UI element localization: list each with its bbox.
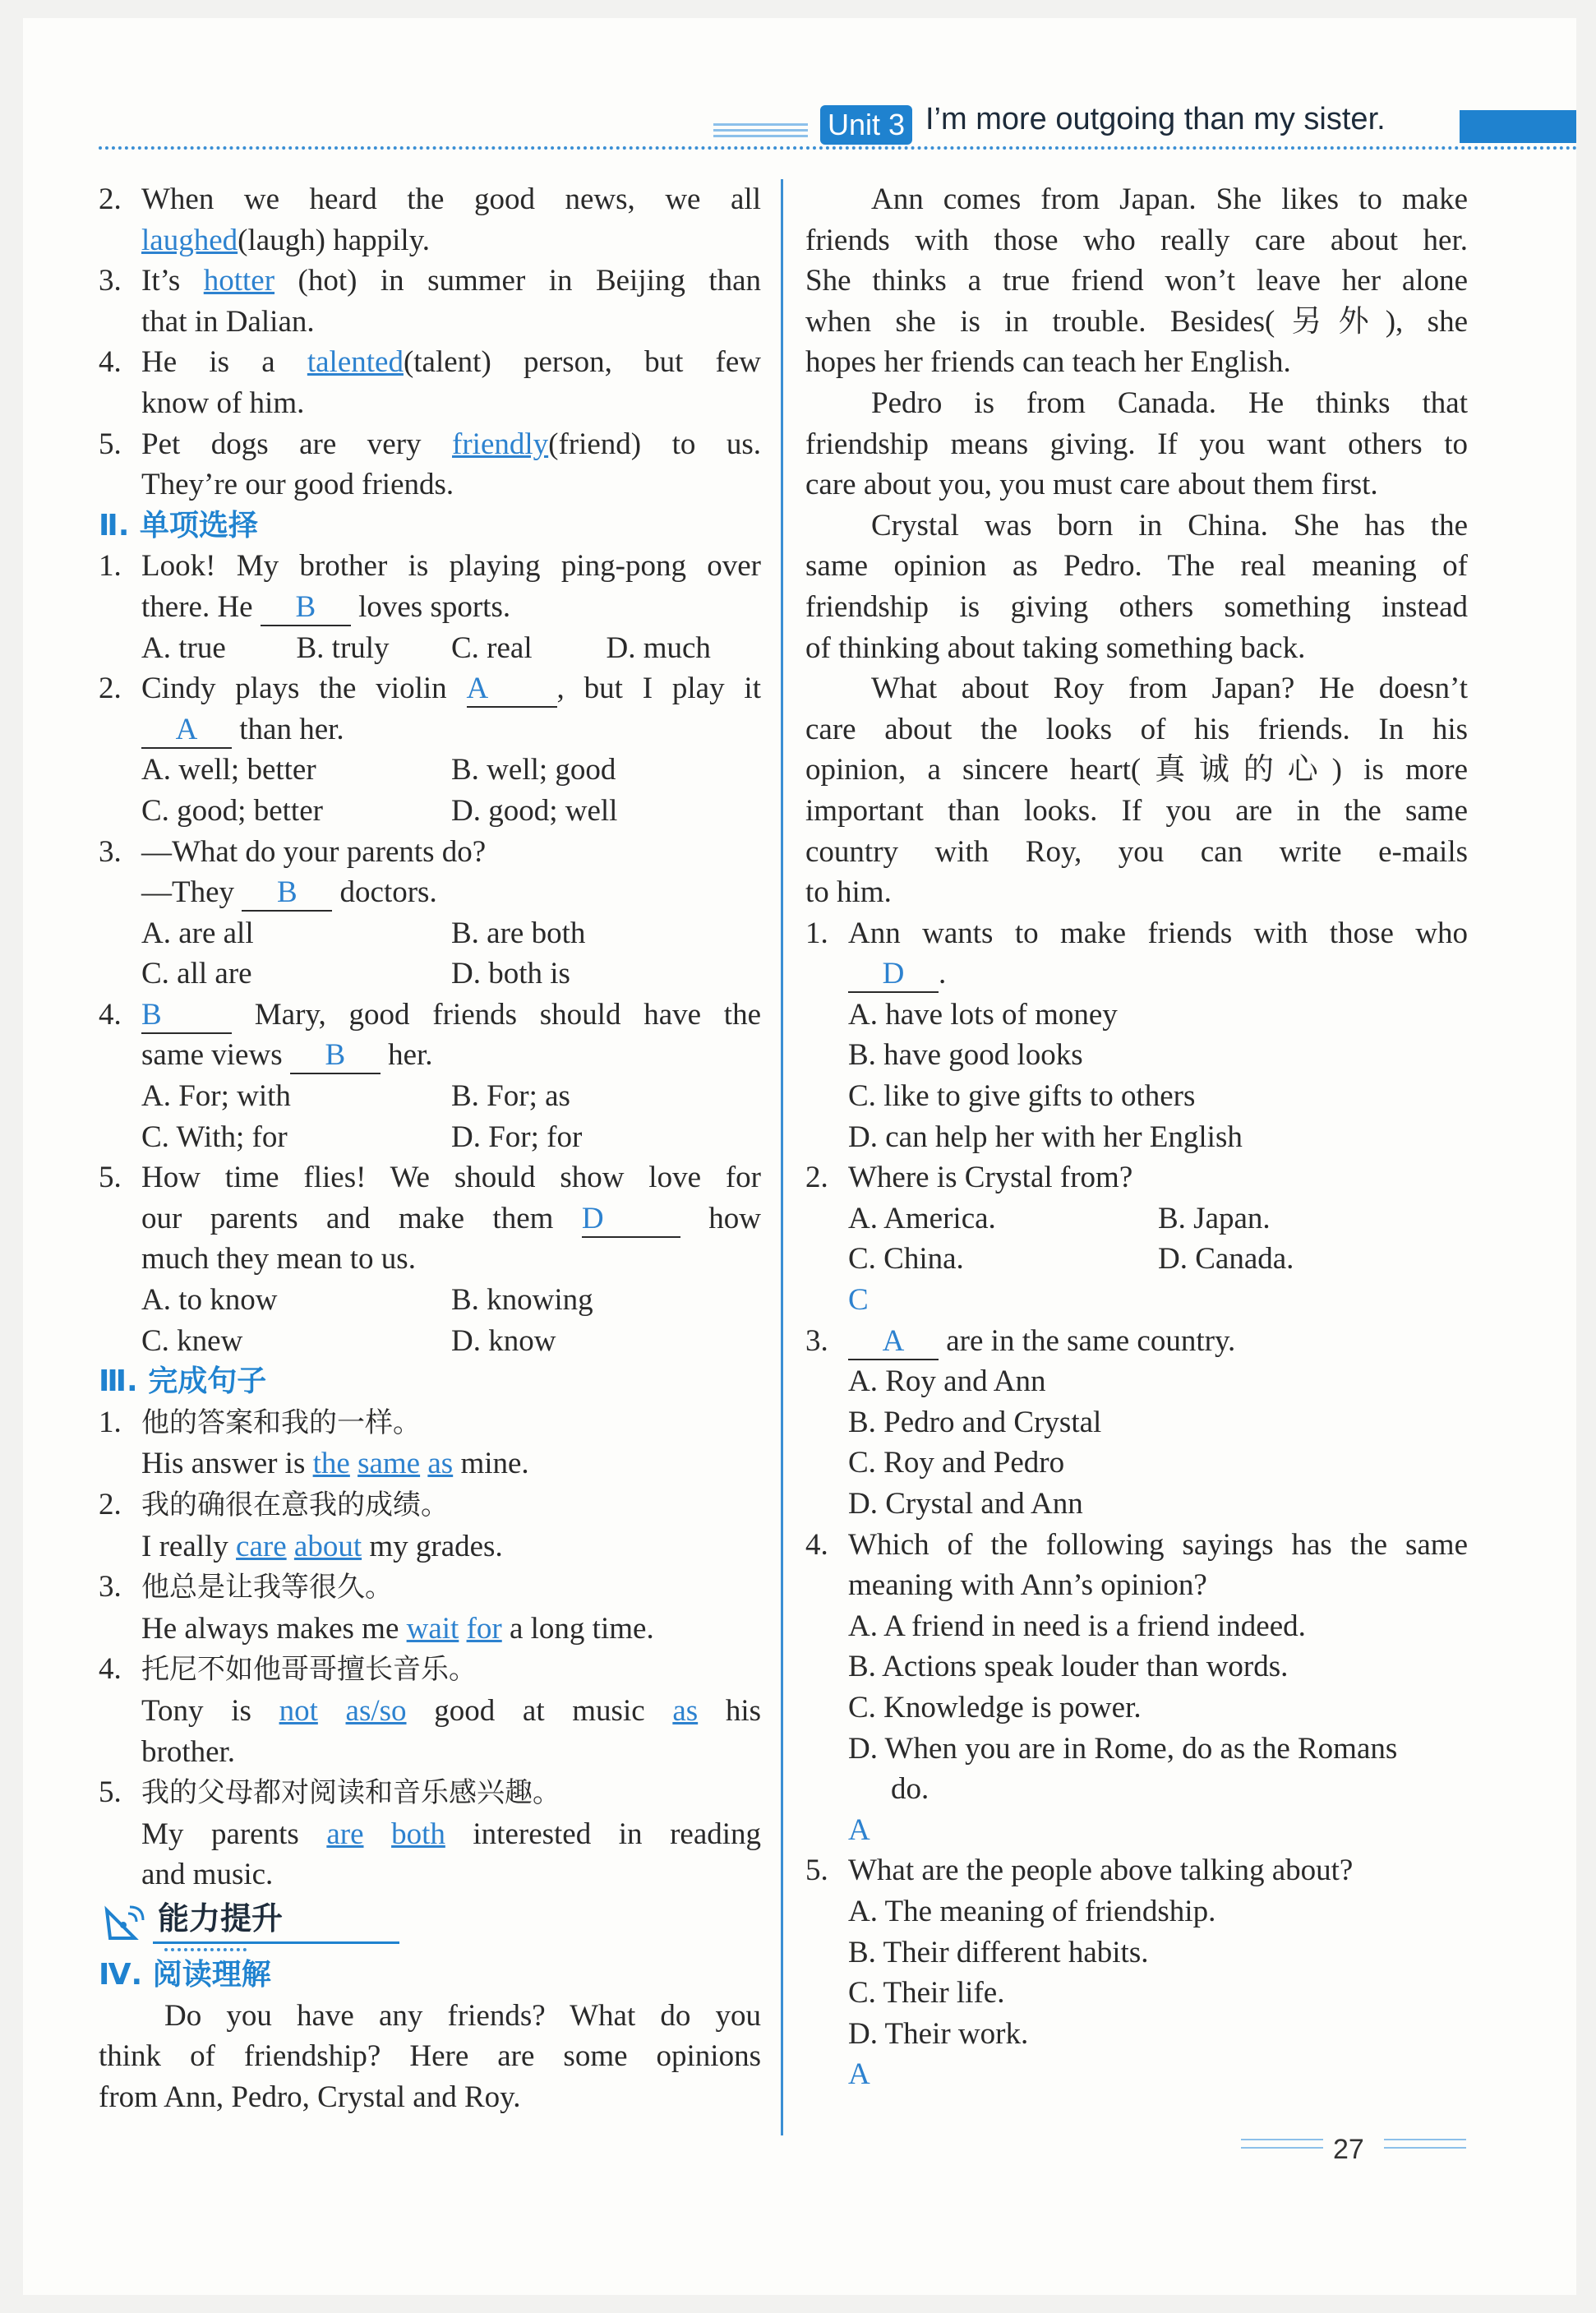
reading-question-1: 1. Ann wants to make friends with those who D . A. have lots of money B. have good looks C. like to give gifts to others D. can help her with her English [805, 916, 1468, 1154]
right-column [805, 179, 1468, 2095]
mc-question-2: 2. Cindy plays the violin A , but I play it A than her. A. well; better B. well; good C. good; better D. good; well [99, 672, 761, 828]
left-column [99, 179, 761, 2117]
reading-question-5: 5. What are the people above talking about? A. The meaning of friendship. B. Their different habits. C. Their life. D. Their work. A [805, 1854, 1354, 2092]
mc-question-5: 5. How time flies! We should show love for our parents and make them D how much they mean to us. A. to know B. knowing C. knew D. know [99, 1161, 762, 1358]
sentence-4: 4. 托尼不如他哥哥擅长音乐。 Tony is not as/so good at music as his brother. [99, 1652, 762, 1769]
fill-question-5: 5. Pet dogs are very friendly(friend) to us. They’re our good friends. [99, 427, 762, 502]
page-number-decoration-left [1241, 2139, 1323, 2155]
ability-underline [153, 1941, 399, 1944]
satellite-icon [102, 1902, 146, 1946]
page-number-decoration-right [1384, 2139, 1466, 2155]
sentence-3: 3. 他总是让我等很久。 He always makes me wait for a long time. [99, 1570, 654, 1646]
reading-question-3: 3. A are in the same country. A. Roy and Ann B. Pedro and Crystal C. Roy and Pedro D. Crystal and Ann [805, 1323, 1236, 1521]
fill-question-3: 3. It’s hotter (hot) in summer in Beijing than that in Dalian. [99, 264, 762, 339]
section-heading-2: Ⅱ. 单项选择 [99, 508, 258, 542]
header-decoration [713, 123, 808, 143]
fill-question-2: 2. When we heard the good news, we all laughed(laugh) happily. [99, 182, 761, 257]
reading-intro: Do you have any friends? What do you think of friendship? Here are some opinions from Ann, Pedro, Crystal and Roy. [99, 1998, 761, 2114]
unit-title: I’m more outgoing than my sister. [925, 102, 1386, 136]
header-dotted-rule [99, 146, 1578, 150]
reading-question-4: 4. Which of the following sayings has the same meaning with Ann’s opinion? A. A friend in need is a friend indeed. B. Actions speak louder than words. C. Knowledge is power. D. When you are in Rome, do as the Romans do. A [805, 1527, 1468, 1847]
section-heading-4: Ⅳ. 阅读理解 [99, 1957, 271, 1992]
mc-question-1: 1. Look! My brother is playing ping-pong over there. He B loves sports. A. true B. truly C. real D. much [99, 549, 761, 665]
mc-question-4: 4. B Mary, good friends should have the same views B her. A. For; with B. For; as C. With; for D. For; for [99, 997, 762, 1154]
section-heading-3: Ⅲ. 完成句子 [99, 1364, 267, 1399]
page-number: 27 [1333, 2134, 1364, 2165]
fill-question-4: 4. He is a talented(talent) person, but few know of him. [99, 345, 762, 420]
mc-question-3: 3. —What do your parents do? —They B doctors. A. are all B. are both C. all are D. both is [99, 834, 586, 991]
ability-dots [164, 1948, 247, 1951]
reading-question-2: 2. Where is Crystal from? A. America. B. Japan. C. China. D. Canada. C [805, 1161, 1294, 1318]
sentence-2: 2. 我的确很在意我的成绩。 I really care about my grades. [99, 1488, 503, 1563]
column-divider [781, 179, 783, 2135]
sentence-1: 1. 他的答案和我的一样。 His answer is the same as mine. [99, 1405, 529, 1481]
unit-badge: Unit 3 [820, 105, 912, 145]
sentence-5: 5. 我的父母都对阅读和音乐感兴趣。 My parents are both interested in reading and music. [99, 1775, 762, 1892]
reading-passage: Ann comes from Japan. She likes to make friends with those who really care about her. She thinks a true friend won’t leave her alone when she is in trouble. Besides(另外), she hopes her friends can teach her English. Pedro is from Canada. He thinks that friendship means giving. If you want others to care about you, you must care about them first. Crystal was born in China. She has the same opinion as Pedro. The real meaning of friendship is giving others something instead of thinking about taking something back. What about Roy from Japan? He doesn’t care about the looks of his friends. In his opinion, a sincere heart(真诚的心) is more important than looks. If you are in the same country with Roy, you can write e-mails to him. [805, 182, 1468, 910]
header-blue-block [1460, 110, 1576, 143]
ability-label: 能力提升 [158, 1900, 284, 1937]
ability-banner [99, 1899, 761, 1955]
